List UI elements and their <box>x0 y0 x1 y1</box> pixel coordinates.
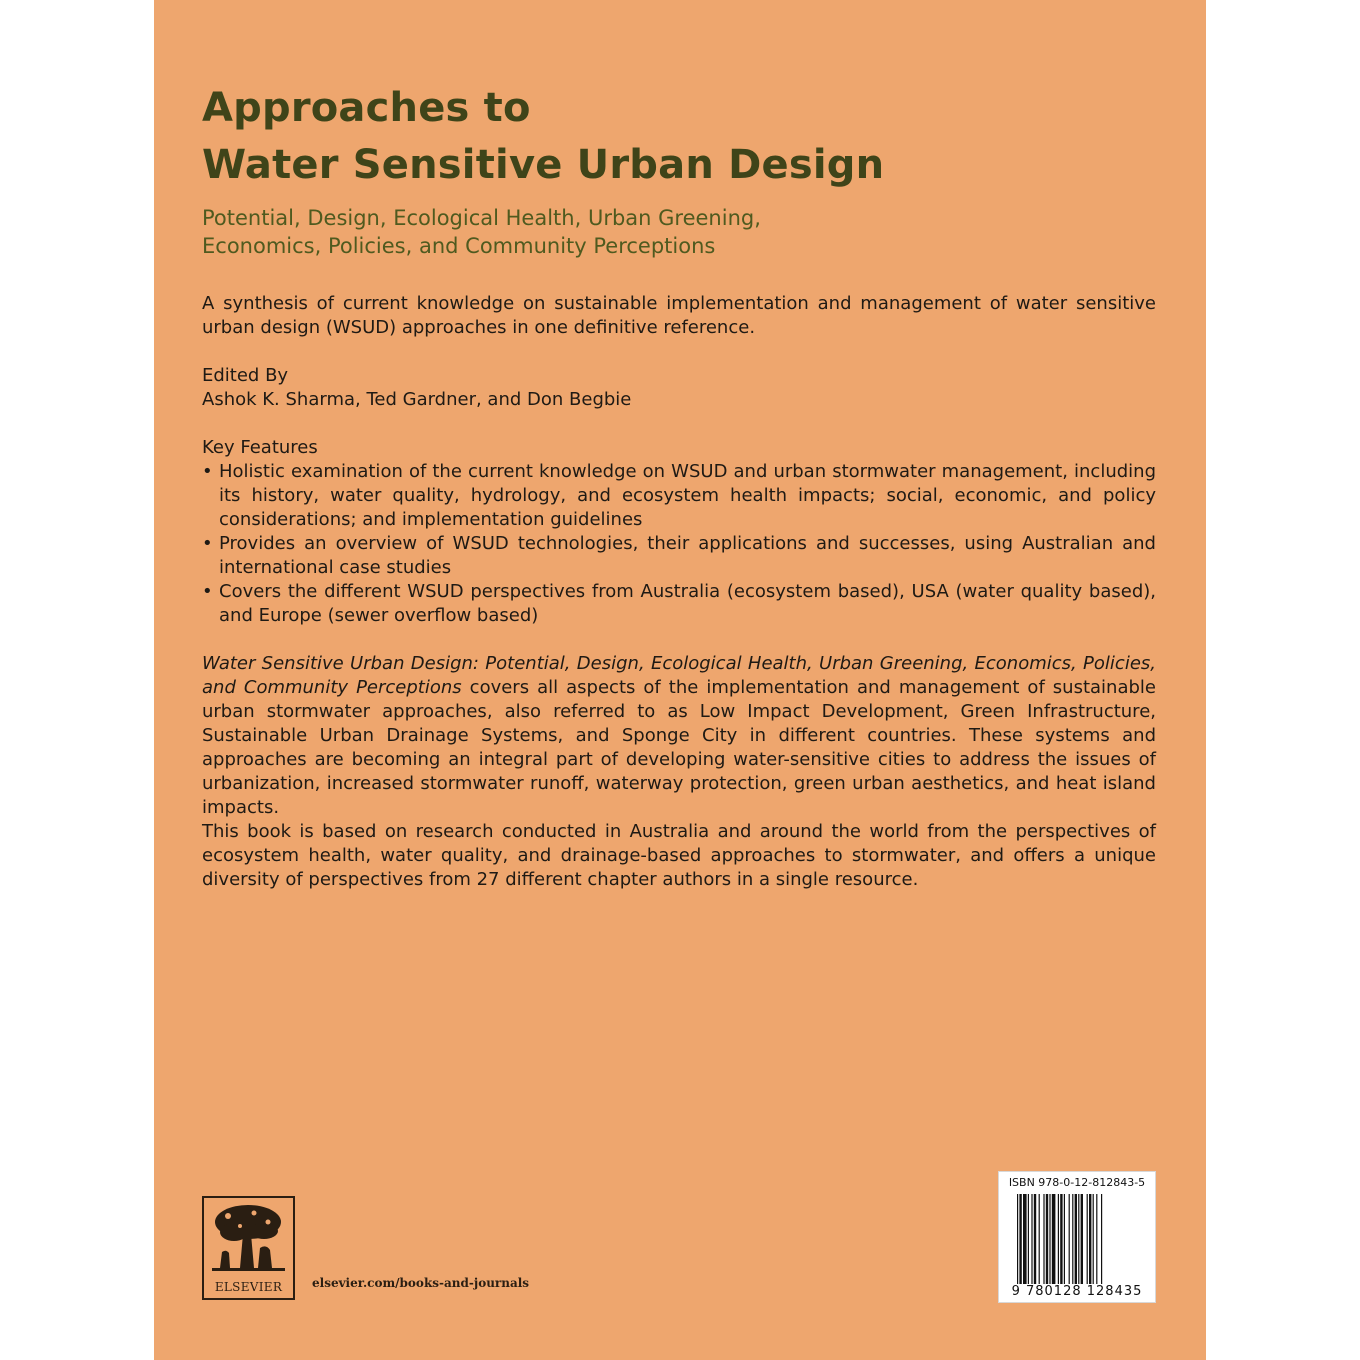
description-paragraph-2: This book is based on research conducted in Australia and around the world from the perspectives of ecosystem health, water quality, and drainage-based approaches to stormwater, and offers a unique diversity of perspectives from 27 different chapter authors in a single resource. <box>202 821 1156 890</box>
bullet-icon: • <box>202 461 213 482</box>
key-features <box>202 436 1156 628</box>
description-paragraph-1 <box>202 652 1156 820</box>
isbn-barcode <box>998 1171 1156 1303</box>
intro-paragraph <box>202 292 1156 340</box>
feature-text: Holistic examination of the current knowledge on WSUD and urban stormwater management, including its history, water quality, hydrology, and ecosystem health impacts; social, economic, and policy considerations; and implementation guidelines <box>219 461 1156 530</box>
elsevier-wordmark: ELSEVIER <box>214 1280 283 1294</box>
feature-text: Covers the different WSUD perspectives from Australia (ecosystem based), USA (water quality based), and Europe (sewer overflow based) <box>219 581 1156 626</box>
subtitle-line-1: Potential, Design, Ecological Health, Urban Greening, <box>202 206 761 230</box>
feature-text: Provides an overview of WSUD technologies, their applications and successes, using Australian and international case studies <box>219 533 1156 578</box>
intro-text: A synthesis of current knowledge on sustainable implementation and management of water sensitive urban design (WSUD) approaches in one definitive reference. <box>202 293 1156 338</box>
title-line-1: Approaches to <box>202 85 531 131</box>
back-cover <box>154 0 1206 1360</box>
barcode-icon <box>1017 1194 1139 1284</box>
key-features-list <box>202 460 1156 628</box>
editors-label: Edited By <box>202 365 289 386</box>
description-text: covers all aspects of the implementation and management of sustainable urban stormwater approaches, also referred to as Low Impact Development, Green Infrastructure, Sustainable Urban Drainage Systems, and Sponge City in different countries. These systems and approaches are becoming an integral part of developing water-sensitive cities to address the issues of urbanization, increased stormwater runoff, waterway protection, green urban aesthetics, and heat island impacts. <box>202 677 1156 818</box>
description <box>202 652 1156 892</box>
tree-scholar-emblem-icon <box>210 1202 287 1274</box>
publisher-logo <box>202 1196 295 1300</box>
book-subtitle <box>202 204 761 260</box>
bullet-icon: • <box>202 533 213 554</box>
title-line-2: Water Sensitive Urban Design <box>202 142 885 188</box>
isbn-label: ISBN 978-0-12-812843-5 <box>1008 1176 1146 1189</box>
bullet-icon: • <box>202 581 213 602</box>
book-title <box>202 80 884 194</box>
editors-names: Ashok K. Sharma, Ted Gardner, and Don Begbie <box>202 389 632 410</box>
description-italic-title: Water Sensitive Urban Design: Potential, Design, Ecological Health, Urban Greening, Economics, Policies, and Community Perceptions <box>202 653 1156 698</box>
barcode-digits: 9 780128 128435 <box>1011 1284 1143 1299</box>
feature-item <box>202 532 1156 580</box>
key-features-heading: Key Features <box>202 437 318 458</box>
feature-item <box>202 580 1156 628</box>
editors-block <box>202 364 1156 412</box>
feature-item <box>202 460 1156 532</box>
subtitle-line-2: Economics, Policies, and Community Perceptions <box>202 234 716 258</box>
publisher-url[interactable]: elsevier.com/books-and-journals <box>312 1276 530 1290</box>
